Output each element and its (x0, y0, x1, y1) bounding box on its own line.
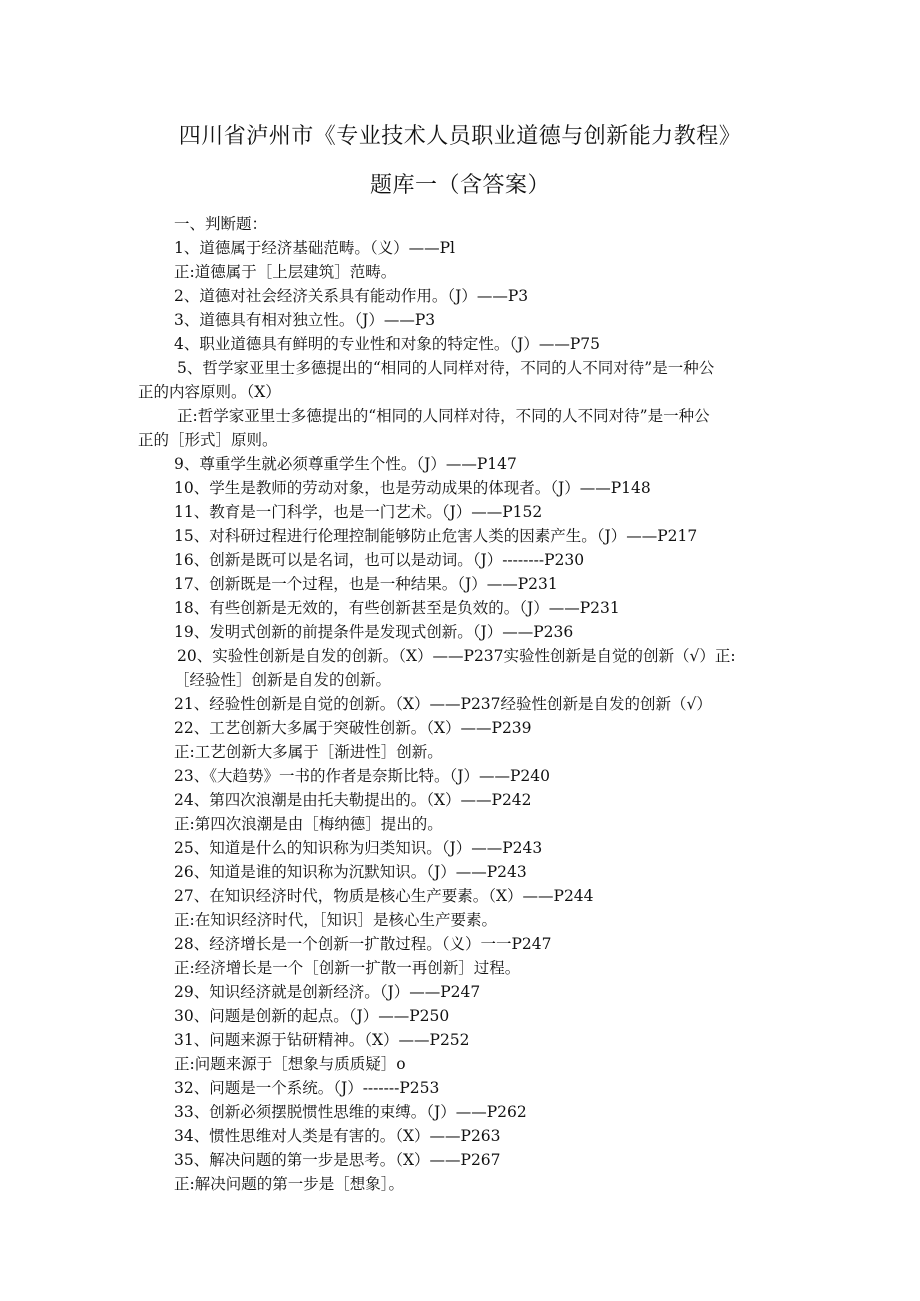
text-line: 19、发明式创新的前提条件是发现式创新。（J）——P236 (174, 623, 574, 641)
text-line: 正:哲学家亚里士多德提出的“相同的人同样对待，不同的人不同对待”是一种公 (177, 407, 710, 425)
text-line: 29、知识经济就是创新经济。（J）——P247 (174, 983, 481, 1001)
text-line: 1、道德属于经济基础范畴。（义）——Pl (174, 239, 455, 257)
text-line: 正:工艺创新大多属于［渐进性］创新。 (174, 743, 443, 761)
text-line: 正:问题来源于［想象与质质疑］o (174, 1055, 406, 1073)
text-line: 34、惯性思维对人类是有害的。（X）——P263 (174, 1127, 501, 1145)
text-line: 9、尊重学生就必须尊重学生个性。（J）——P147 (174, 455, 517, 473)
text-line: 22、工艺创新大多属于突破性创新。（X）——P239 (174, 719, 532, 737)
text-line: 30、问题是创新的起点。（J）——P250 (174, 1007, 450, 1025)
text-line: 25、知道是什么的知识称为归类知识。（J）——P243 (174, 839, 543, 857)
document-subtitle: 题库一（含答案） (369, 173, 550, 198)
text-line: 15、对科研过程进行伦理控制能够防止危害人类的因素产生。（J）——P217 (174, 527, 698, 545)
text-line: 32、问题是一个系统。（J）-------P253 (174, 1079, 440, 1097)
text-line: 35、解决问题的第一步是思考。（X）——P267 (174, 1151, 501, 1169)
text-line: 正:在知识经济时代，［知识］是核心生产要素。 (174, 911, 497, 929)
text-line: 3、道德具有相对独立性。（J）——P3 (174, 311, 436, 329)
text-line: 4、职业道德具有鲜明的专业性和对象的特定性。（J）——P75 (174, 335, 600, 353)
text-line: 24、第四次浪潮是由托夫勒提出的。（X）——P242 (174, 791, 532, 809)
text-line: 2、道德对社会经济关系具有能动作用。（J）——P3 (174, 287, 529, 305)
text-line: 23、《大趋势》一书的作者是奈斯比特。（J）——P240 (174, 767, 550, 785)
text-line: 18、有些创新是无效的，有些创新甚至是负效的。（J）——P231 (174, 599, 620, 617)
text-line: ［经验性］创新是自发的创新。 (174, 671, 392, 689)
text-line: 27、在知识经济时代，物质是核心生产要素。（X）——P244 (174, 887, 594, 905)
text-line: 5、哲学家亚里士多德提出的“相同的人同样对待，不同的人不同对待”是一种公 (177, 359, 715, 377)
text-line: 正:第四次浪潮是由［梅纳德］提出的。 (174, 815, 443, 833)
document-title: 四川省泸州市《专业技术人员职业道德与创新能力教程》 (178, 124, 742, 149)
text-line: 11、教育是一门科学，也是一门艺术。（J）——P152 (174, 503, 543, 521)
text-line: 正:经济增长是一个［创新一扩散一再创新］过程。 (174, 959, 521, 977)
text-line: 33、创新必须摆脱惯性思维的束缚。（J）——P262 (174, 1103, 527, 1121)
text-line: 正的［形式］原则。 (138, 431, 278, 449)
text-line: 16、创新是既可以是名词，也可以是动词。（J）--------P230 (174, 551, 585, 569)
text-line: 26、知道是谁的知识称为沉默知识。（J）——P243 (174, 863, 527, 881)
text-line: 正:道德属于［上层建筑］范畴。 (174, 263, 397, 281)
text-line: 10、学生是教师的劳动对象，也是劳动成果的体现者。（J）——P148 (174, 479, 651, 497)
text-line: 17、创新既是一个过程，也是一种结果。（J）——P231 (174, 575, 558, 593)
text-line: 20、实验性创新是自发的创新。（X）——P237实验性创新是自觉的创新（√）正: (177, 647, 736, 665)
text-line: 21、经验性创新是自觉的创新。（X）——P237经验性创新是自发的创新（√） (174, 695, 712, 713)
question-list (0, 212, 920, 1196)
text-line: 31、问题来源于钻研精神。（X）——P252 (174, 1031, 470, 1049)
text-line: 28、经济增长是一个创新一扩散过程。（义）一一P247 (174, 935, 552, 953)
text-line: 一、判断题： (174, 215, 268, 233)
text-line: 正:解决问题的第一步是［想象］。 (174, 1175, 404, 1193)
text-line: 正的内容原则。（X） (138, 383, 281, 401)
